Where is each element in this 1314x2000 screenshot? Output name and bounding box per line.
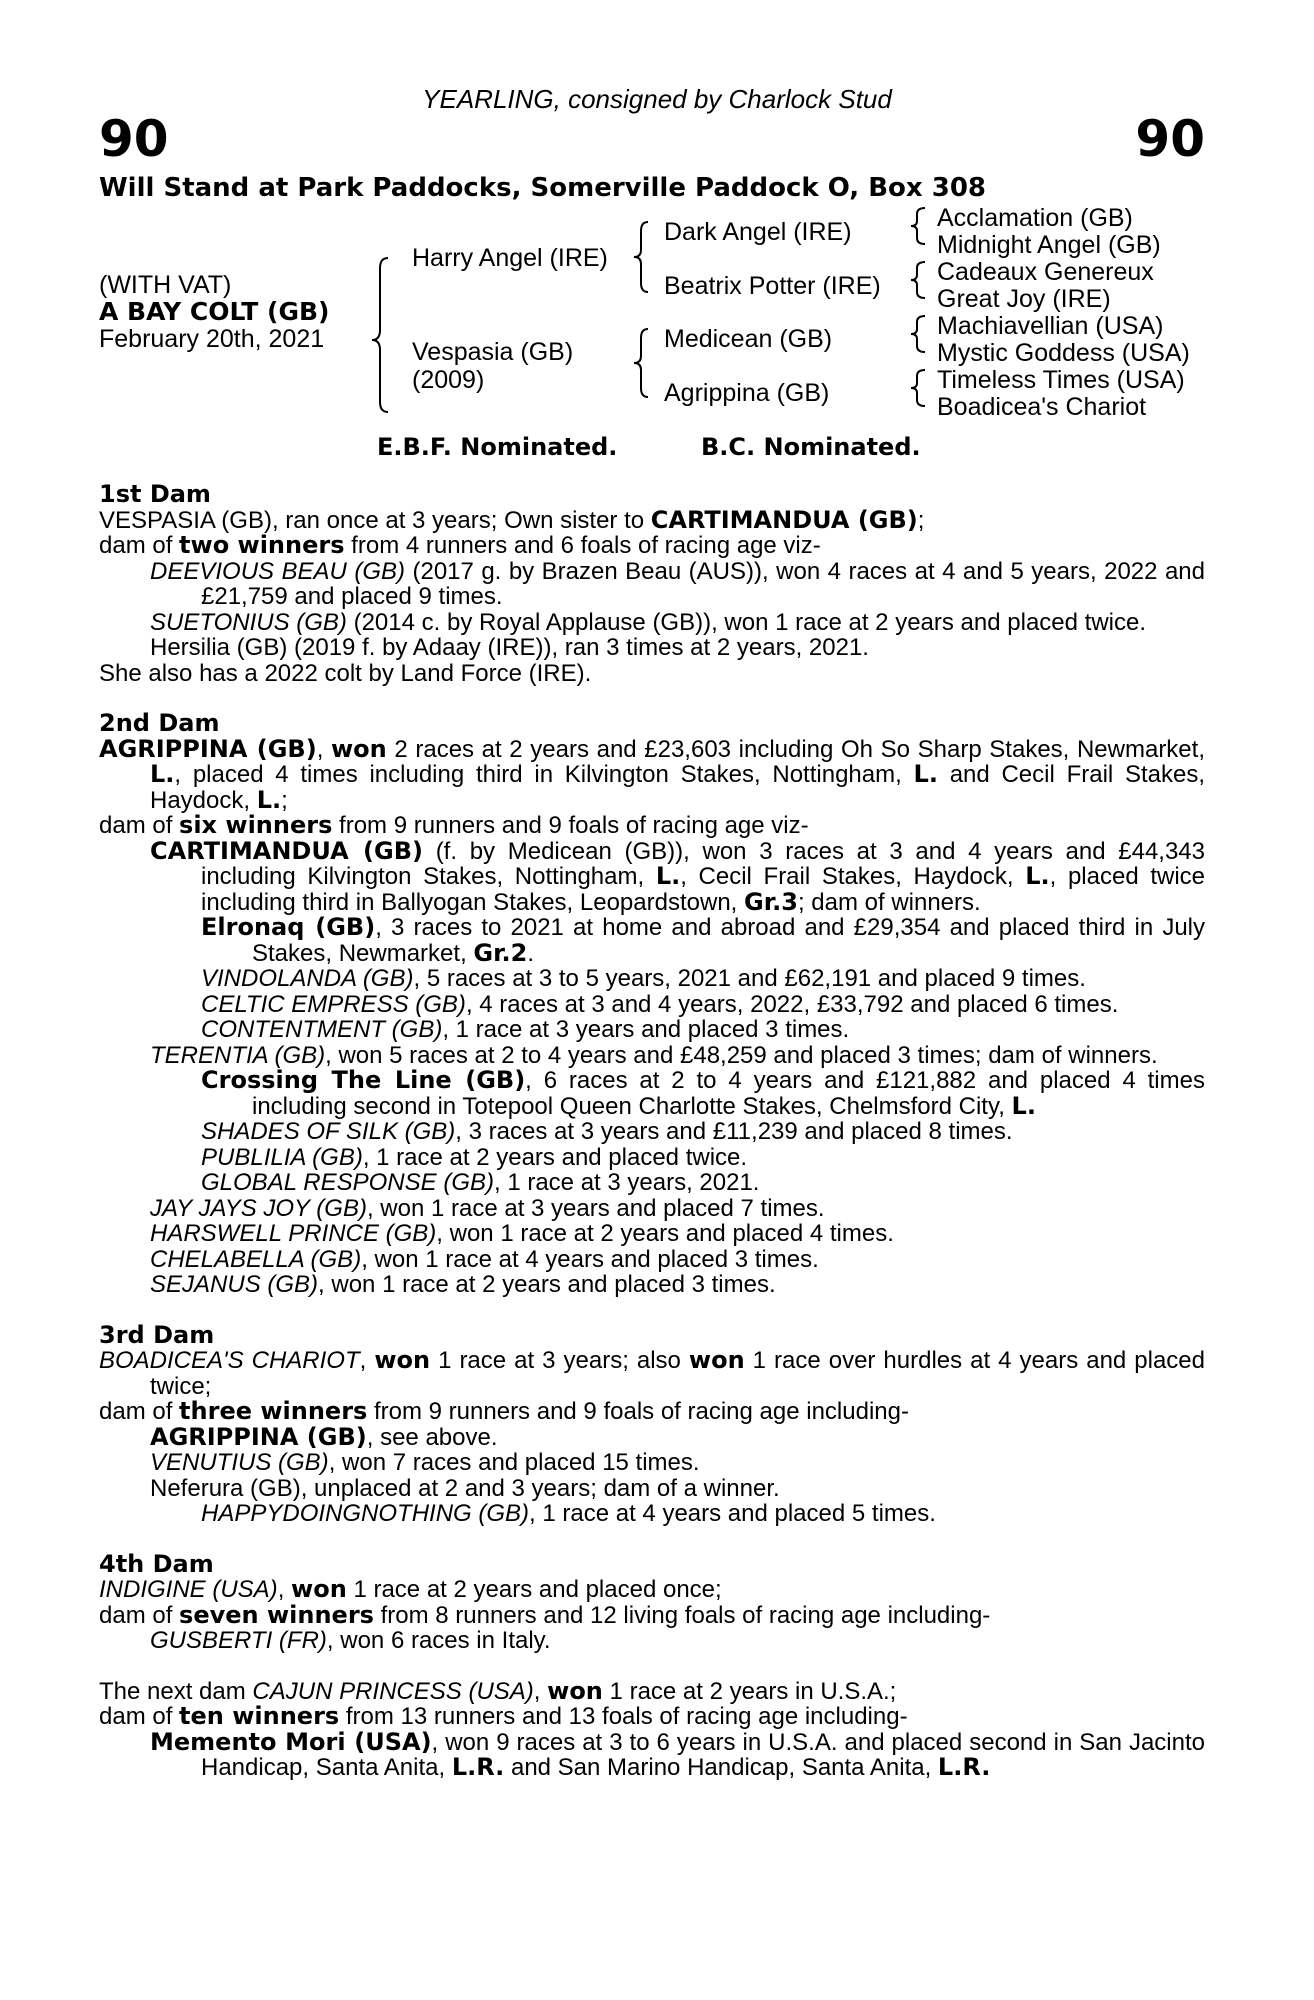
second-dam-line: AGRIPPINA (GB), won 2 races at 2 years and £23,603 including Oh So Sharp Stakes, Newmarket, L., placed 4 times including third in Kilvington Stakes, Nottingham, L. and Cecil Frail Stakes, Haydock, L.; [99,734,1206,814]
bc-nomination: B.C. Nominated. [701,433,921,461]
produce-entry: Neferura (GB), unplaced at 2 and 3 years; dam of a winner. [150,1474,780,1502]
dam-dam-sire: Timeless Times (USA) [937,366,1185,394]
stand-location: Will Stand at Park Paddocks, Somerville Paddock O, Box 308 [99,173,987,203]
lot-subject: A BAY COLT (GB) [99,297,330,326]
sire-dam-sire: Cadeaux Genereux [937,258,1154,286]
dam-year: (2009) [412,366,485,394]
consignor-line: YEARLING, consigned by Charlock Stud [422,84,892,114]
bracket-dd [911,370,925,406]
dam-dam: Agrippina (GB) [664,379,830,407]
produce-entry: CARTIMANDUA (GB) (f. by Medicean (GB)), won 3 races at 3 and 4 years and £44,343 including Kilvington Stakes, Nottingham, L., Cecil Frail Stakes, Haydock, L., placed twice including third in Ballyogan Stakes, Leopardstown, Gr.3; dam of winners. [150,836,1206,916]
produce-entry: HAPPYDOINGNOTHING (GB), 1 race at 4 years and placed 5 times. [201,1500,936,1527]
fourth-dam-produce-summary: dam of seven winners from 8 runners and 12 living foals of racing age including- [99,1600,991,1629]
produce-entry: SUETONIUS (GB) (2014 c. by Royal Applause (GB)), won 1 race at 2 years and placed twice. [150,608,1146,636]
produce-entry: SEJANUS (GB), won 1 race at 2 years and placed 3 times. [150,1271,776,1298]
bracket-sd [911,262,925,298]
produce-entry: VINDOLANDA (GB), 5 races at 3 to 5 years, 2021 and £62,191 and placed 9 times. [201,965,1086,992]
lot-number-right: 90 [1135,110,1205,168]
dam: Vespasia (GB) [412,338,574,366]
produce-entry: Hersilia (GB) (2019 f. by Adaay (IRE)), ran 3 times at 2 years, 2021. [150,634,869,661]
produce-entry: GUSBERTI (FR), won 6 races in Italy. [150,1627,551,1654]
produce-record [99,482,1205,1781]
ebf-nomination: E.B.F. Nominated. [377,433,618,461]
second-dam-produce-summary: dam of six winners from 9 runners and 9 foals of racing age viz- [99,811,809,839]
fourth-dam-heading: 4th Dam [99,1549,214,1578]
vat-note: (WITH VAT) [99,271,232,299]
produce-entry: CONTENTMENT (GB), 1 race at 3 years and placed 3 times. [201,1016,850,1043]
produce-entry: CHELABELLA (GB), won 1 race at 4 years and placed 3 times. [150,1245,819,1273]
produce-entry: She also has a 2022 colt by Land Force (IRE). [99,659,592,687]
bracket-ss [911,208,925,244]
first-dam-produce-summary: dam of two winners from 4 runners and 6 foals of racing age viz- [99,531,821,559]
produce-entry: TERENTIA (GB), won 5 races at 2 to 4 years and £48,259 and placed 3 times; dam of winners. [150,1041,1158,1069]
first-dam-heading: 1st Dam [99,480,211,508]
produce-entry: PUBLILIA (GB), 1 race at 2 years and placed twice. [201,1143,748,1171]
dam-sire-sire: Machiavellian (USA) [937,312,1164,340]
fourth-dam-line: INDIGINE (USA), won 1 race at 2 years and placed once; [99,1575,722,1603]
first-dam-line: VESPASIA (GB), ran once at 3 years; Own sister to CARTIMANDUA (GB); [99,505,925,534]
pedigree-brackets [0,0,1314,440]
produce-entry: CELTIC EMPRESS (GB), 4 races at 3 and 4 years, 2022, £33,792 and placed 6 times. [201,990,1119,1018]
third-dam-produce-summary: dam of three winners from 9 runners and 9 foals of racing age including- [99,1397,909,1425]
sire-sire-dam: Midnight Angel (GB) [937,231,1161,259]
produce-entry: Elronaq (GB), 3 races to 2021 at home and abroad and £29,354 and placed third in July Stakes, Newmarket, Gr.2. [201,913,1206,967]
bracket-gen1 [372,258,388,412]
bracket-dam [634,329,648,397]
dam-dam-dam: Boadicea's Chariot [937,393,1147,421]
lot-number-left: 90 [99,110,169,168]
produce-entry: Memento Mori (USA), won 9 races at 3 to 6 years in U.S.A. and placed second in San Jacinto Handicap, Santa Anita, L.R. and San Marino Handicap, Santa Anita, L.R. [150,1727,1205,1781]
produce-entry: DEEVIOUS BEAU (GB) (2017 g. by Brazen Beau (AUS)), won 4 races at 4 and 5 years, 2022 and £21,759 and placed 9 times. [150,557,1205,610]
produce-entry: VENUTIUS (GB), won 7 races and placed 15 times. [150,1449,700,1476]
bracket-sire [634,222,648,292]
produce-entry: SHADES OF SILK (GB), 3 races at 3 years and £11,239 and placed 8 times. [201,1118,1013,1145]
third-dam-heading: 3rd Dam [99,1320,215,1349]
produce-entry: Crossing The Line (GB), 6 races at 2 to 4 years and £121,882 and placed 4 times including second in Totepool Queen Charlotte Stakes, Chelmsford City, L. [201,1066,1205,1120]
produce-entry: JAY JAYS JOY (GB), won 1 race at 3 years and placed 7 times. [150,1194,825,1222]
sire: Harry Angel (IRE) [412,244,608,272]
bracket-ds [911,316,925,352]
sire-sire: Dark Angel (IRE) [664,218,852,246]
sire-dam: Beatrix Potter (IRE) [664,272,881,300]
third-dam-line: BOADICEA'S CHARIOT, won 1 race at 3 years; also won 1 race over hurdles at 4 years and placed twice; [99,1346,1206,1400]
next-dam-line: The next dam CAJUN PRINCESS (USA), won 1 race at 2 years in U.S.A.; [99,1676,897,1705]
dam-sire: Medicean (GB) [664,325,833,353]
sire-sire-sire: Acclamation (GB) [937,204,1133,232]
produce-entry: AGRIPPINA (GB), see above. [150,1422,498,1451]
foaling-date: February 20th, 2021 [99,325,325,353]
produce-entry: HARSWELL PRINCE (GB), won 1 race at 2 years and placed 4 times. [150,1220,894,1247]
dam-sire-dam: Mystic Goddess (USA) [937,339,1190,367]
sire-dam-dam: Great Joy (IRE) [937,285,1111,313]
second-dam-heading: 2nd Dam [99,709,220,737]
produce-entry: GLOBAL RESPONSE (GB), 1 race at 3 years, 2021. [201,1169,760,1196]
next-dam-produce-summary: dam of ten winners from 13 runners and 13 foals of racing age including- [99,1702,908,1730]
